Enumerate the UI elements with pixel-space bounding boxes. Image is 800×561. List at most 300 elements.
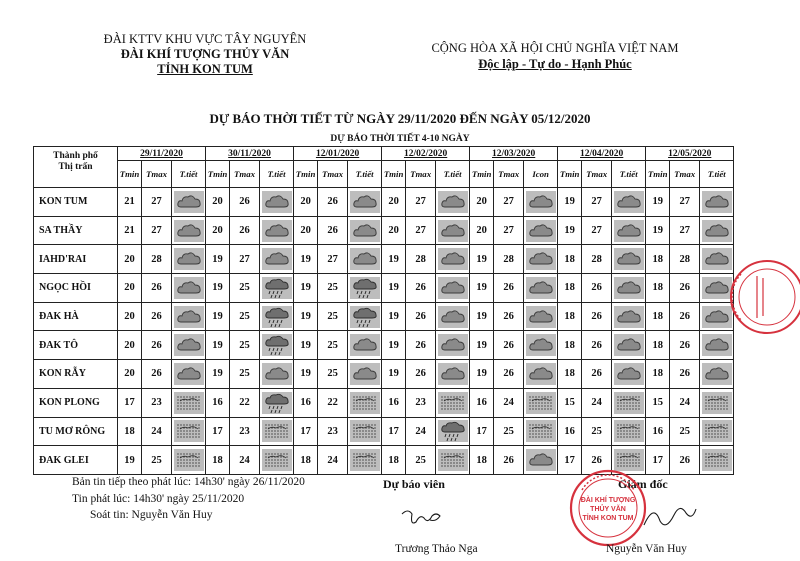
weather-cell: [172, 388, 206, 417]
cloud-icon: [614, 220, 644, 242]
tmax-value: 26: [582, 302, 612, 331]
tmax-value: 25: [582, 417, 612, 446]
tmin-header: Tmin: [470, 161, 494, 188]
tmax-value: 26: [230, 188, 260, 217]
edge-stamp: [727, 256, 800, 338]
tmin-value: 20: [118, 274, 142, 303]
cloud-icon: [174, 248, 204, 270]
cloud-icon: [174, 277, 204, 299]
tmax-value: 26: [494, 302, 524, 331]
tmax-value: 28: [670, 245, 700, 274]
overcast-icon: [438, 392, 468, 414]
cloud-icon: [438, 363, 468, 385]
weather-cell: [524, 302, 558, 331]
cloud-icon: [174, 191, 204, 213]
cloud-icon: [526, 277, 556, 299]
tmax-value: 25: [230, 331, 260, 360]
date-header: 12/04/2020: [558, 147, 646, 161]
weather-cell: [524, 388, 558, 417]
tmax-value: 28: [494, 245, 524, 274]
tmax-value: 24: [406, 417, 436, 446]
tmin-value: 19: [382, 331, 406, 360]
rain-icon: [262, 277, 292, 299]
tmax-value: 25: [318, 331, 348, 360]
tmax-value: 24: [230, 446, 260, 475]
overcast-icon: [262, 420, 292, 442]
forecast-table: [33, 146, 734, 475]
tmax-value: 26: [142, 302, 172, 331]
tmax-value: 25: [142, 446, 172, 475]
tmin-value: 19: [470, 331, 494, 360]
overcast-icon: [702, 392, 732, 414]
tmax-value: 27: [582, 216, 612, 245]
tmax-value: 26: [494, 274, 524, 303]
weather-header: T.tiết: [700, 161, 734, 188]
tmax-value: 26: [670, 274, 700, 303]
tmin-value: 16: [382, 388, 406, 417]
weather-cell: [260, 245, 294, 274]
tmin-value: 18: [470, 446, 494, 475]
agency-province: TỈNH KON TUM: [157, 62, 253, 76]
tmin-header: Tmin: [558, 161, 582, 188]
rain-icon: [262, 334, 292, 356]
table-row: [34, 245, 734, 274]
weather-cell: [700, 360, 734, 389]
weather-cell: [436, 302, 470, 331]
tmax-value: 24: [142, 417, 172, 446]
weather-header: T.tiết: [260, 161, 294, 188]
page-subtitle: DỰ BÁO THỜI TIẾT 4-10 NGÀY: [330, 134, 470, 144]
rain-icon: [262, 392, 292, 414]
tmax-header: Tmax: [318, 161, 348, 188]
tmin-value: 20: [118, 360, 142, 389]
tmin-value: 19: [118, 446, 142, 475]
tmax-value: 22: [230, 388, 260, 417]
weather-cell: [436, 331, 470, 360]
weather-cell: [348, 216, 382, 245]
weather-cell: [348, 417, 382, 446]
tmax-value: 27: [494, 216, 524, 245]
weather-cell: [612, 188, 646, 217]
tmax-value: 26: [142, 360, 172, 389]
weather-cell: [260, 446, 294, 475]
tmax-header: Tmax: [582, 161, 612, 188]
weather-cell: [348, 446, 382, 475]
tmin-value: 17: [382, 417, 406, 446]
weather-cell: [524, 274, 558, 303]
weather-cell: [612, 417, 646, 446]
weather-cell: [172, 446, 206, 475]
tmin-value: 21: [118, 188, 142, 217]
weather-cell: [700, 417, 734, 446]
tmax-value: 28: [582, 245, 612, 274]
tmin-value: 19: [382, 274, 406, 303]
weather-cell: [348, 331, 382, 360]
director-name: Nguyễn Văn Huy: [606, 543, 687, 555]
svg-text:ĐÀI KHÍ TƯỢNG: ĐÀI KHÍ TƯỢNG: [580, 497, 636, 504]
tmax-value: 26: [670, 302, 700, 331]
tmin-value: 20: [118, 245, 142, 274]
tmin-value: 19: [206, 245, 230, 274]
tmax-value: 25: [230, 302, 260, 331]
tmax-value: 26: [318, 216, 348, 245]
date-header: 30/11/2020: [206, 147, 294, 161]
tmin-value: 16: [470, 388, 494, 417]
tmin-header: Tmin: [382, 161, 406, 188]
overcast-icon: [174, 449, 204, 471]
tmax-value: 26: [494, 446, 524, 475]
city-name: ĐAK TÔ: [34, 331, 118, 360]
weather-header: T.tiết: [172, 161, 206, 188]
tmax-value: 28: [406, 245, 436, 274]
rain-icon: [438, 420, 468, 442]
weather-cell: [172, 331, 206, 360]
cloud-icon: [350, 191, 380, 213]
weather-cell: [436, 446, 470, 475]
weather-cell: [348, 388, 382, 417]
cloud-icon: [526, 363, 556, 385]
rain-icon: [350, 277, 380, 299]
tmax-value: 27: [318, 245, 348, 274]
tmax-value: 25: [318, 360, 348, 389]
city-name: TU MƠ RÔNG: [34, 417, 118, 446]
tmin-value: 18: [646, 360, 670, 389]
city-name: KON RẪY: [34, 360, 118, 389]
agency-parent: ĐÀI KTTV KHU VỰC TÂY NGUYÊN: [103, 32, 307, 46]
forecaster-label: Dự báo viên: [383, 477, 445, 491]
tmax-value: 26: [494, 331, 524, 360]
tmin-value: 19: [294, 331, 318, 360]
tmin-value: 18: [646, 245, 670, 274]
tmin-value: 20: [470, 188, 494, 217]
weather-header: T.tiết: [436, 161, 470, 188]
agency-name: ĐÀI KHÍ TƯỢNG THỦY VĂN: [120, 47, 290, 61]
date-header: 12/02/2020: [382, 147, 470, 161]
weather-cell: [612, 245, 646, 274]
weather-cell: [260, 331, 294, 360]
official-stamp: [568, 468, 648, 548]
tmin-header: Tmin: [646, 161, 670, 188]
weather-cell: [348, 274, 382, 303]
rain-icon: [262, 306, 292, 328]
tmin-value: 18: [558, 274, 582, 303]
tmax-value: 27: [406, 188, 436, 217]
weather-cell: [260, 388, 294, 417]
tmax-value: 27: [406, 216, 436, 245]
overcast-icon: [526, 420, 556, 442]
tmin-value: 19: [470, 302, 494, 331]
city-name: NGỌC HỒI: [34, 274, 118, 303]
weather-cell: [700, 188, 734, 217]
cloud-icon: [350, 334, 380, 356]
weather-cell: [348, 245, 382, 274]
date-header: 12/03/2020: [470, 147, 558, 161]
cloud-icon: [614, 248, 644, 270]
city-column-header: Thành phố Thị trấn: [34, 147, 118, 188]
tmax-value: 26: [406, 360, 436, 389]
weather-cell: [172, 302, 206, 331]
tmin-value: 20: [206, 216, 230, 245]
tmin-value: 19: [646, 216, 670, 245]
tmax-value: 23: [406, 388, 436, 417]
tmax-value: 26: [406, 274, 436, 303]
tmin-value: 17: [558, 446, 582, 475]
city-name: KON PLONG: [34, 388, 118, 417]
overcast-icon: [350, 392, 380, 414]
tmin-value: 19: [206, 360, 230, 389]
tmax-value: 25: [230, 360, 260, 389]
checked-by: Soát tin: Nguyễn Văn Huy: [90, 509, 213, 521]
tmin-value: 17: [118, 388, 142, 417]
weather-cell: [612, 302, 646, 331]
tmin-value: 20: [382, 216, 406, 245]
cloud-icon: [438, 248, 468, 270]
weather-cell: [524, 331, 558, 360]
cloud-icon: [350, 220, 380, 242]
national-motto: Độc lập - Tự do - Hạnh Phúc: [478, 57, 632, 71]
table-row: [34, 417, 734, 446]
weather-cell: [172, 188, 206, 217]
cloud-icon: [702, 191, 732, 213]
weather-cell: [524, 188, 558, 217]
weather-cell: [436, 388, 470, 417]
city-name: SA THẦY: [34, 216, 118, 245]
tmax-value: 26: [670, 331, 700, 360]
tmax-value: 24: [582, 388, 612, 417]
cloud-icon: [350, 248, 380, 270]
overcast-icon: [614, 392, 644, 414]
cloud-icon: [614, 306, 644, 328]
forecaster-name: Trương Thảo Nga: [395, 543, 478, 555]
weather-cell: [436, 188, 470, 217]
tmin-value: 19: [382, 302, 406, 331]
sub-header-row: [34, 161, 734, 188]
weather-cell: [612, 274, 646, 303]
tmin-value: 18: [558, 245, 582, 274]
tmax-value: 23: [318, 417, 348, 446]
weather-cell: [436, 245, 470, 274]
tmax-value: 27: [670, 188, 700, 217]
date-header: 12/01/2020: [294, 147, 382, 161]
cloud-icon: [614, 363, 644, 385]
table-row: [34, 274, 734, 303]
cloud-icon: [438, 277, 468, 299]
city-name: IAHD'RAI: [34, 245, 118, 274]
tmax-value: 22: [318, 388, 348, 417]
tmax-value: 26: [142, 274, 172, 303]
tmax-value: 27: [142, 216, 172, 245]
tmin-value: 19: [558, 188, 582, 217]
weather-cell: [436, 360, 470, 389]
tmax-value: 27: [494, 188, 524, 217]
overcast-icon: [614, 420, 644, 442]
table-row: [34, 188, 734, 217]
tmax-value: 26: [406, 302, 436, 331]
tmax-value: 28: [142, 245, 172, 274]
forecaster-signature: [398, 504, 448, 532]
tmin-value: 17: [646, 446, 670, 475]
tmin-value: 19: [294, 274, 318, 303]
weather-cell: [172, 274, 206, 303]
overcast-icon: [350, 449, 380, 471]
weather-cell: [612, 388, 646, 417]
cloud-icon: [262, 248, 292, 270]
rain-icon: [350, 306, 380, 328]
tmin-value: 19: [294, 360, 318, 389]
director-label: Giám đốc: [618, 477, 668, 491]
tmax-value: 23: [142, 388, 172, 417]
tmax-value: 27: [670, 216, 700, 245]
tmin-value: 19: [470, 274, 494, 303]
weather-cell: [436, 417, 470, 446]
tmin-value: 18: [646, 274, 670, 303]
table-row: [34, 216, 734, 245]
next-issue-time: Bản tin tiếp theo phát lúc: 14h30' ngày 26/11/2020: [72, 476, 305, 488]
weather-cell: [700, 216, 734, 245]
tmin-value: 15: [558, 388, 582, 417]
overcast-icon: [702, 420, 732, 442]
tmax-value: 26: [670, 446, 700, 475]
tmax-value: 26: [406, 331, 436, 360]
tmax-value: 26: [582, 331, 612, 360]
overcast-icon: [262, 449, 292, 471]
cloud-icon: [702, 220, 732, 242]
weather-cell: [260, 360, 294, 389]
issue-time: Tin phát lúc: 14h30' ngày 25/11/2020: [72, 493, 245, 505]
weather-cell: [260, 302, 294, 331]
overcast-icon: [174, 392, 204, 414]
overcast-icon: [438, 449, 468, 471]
tmin-value: 20: [118, 302, 142, 331]
cloud-icon: [614, 334, 644, 356]
tmin-value: 16: [206, 388, 230, 417]
weather-header: T.tiết: [348, 161, 382, 188]
cloud-icon: [262, 363, 292, 385]
weather-cell: [524, 216, 558, 245]
tmin-value: 18: [382, 446, 406, 475]
tmin-value: 15: [646, 388, 670, 417]
tmax-value: 26: [494, 360, 524, 389]
tmin-value: 19: [382, 245, 406, 274]
tmin-value: 17: [206, 417, 230, 446]
tmin-value: 20: [294, 216, 318, 245]
tmax-value: 26: [582, 446, 612, 475]
tmin-header: Tmin: [118, 161, 142, 188]
date-header: 12/05/2020: [646, 147, 734, 161]
overcast-icon: [526, 392, 556, 414]
weather-cell: [700, 388, 734, 417]
tmin-value: 19: [558, 216, 582, 245]
cloud-icon: [526, 334, 556, 356]
cloud-icon: [174, 363, 204, 385]
weather-cell: [260, 417, 294, 446]
cloud-icon: [174, 220, 204, 242]
tmax-value: 26: [582, 360, 612, 389]
tmax-value: 23: [230, 417, 260, 446]
tmax-value: 25: [230, 274, 260, 303]
weather-header: T.tiết: [612, 161, 646, 188]
cloud-icon: [614, 191, 644, 213]
tmax-value: 25: [494, 417, 524, 446]
weather-cell: [524, 446, 558, 475]
tmin-value: 18: [558, 331, 582, 360]
cloud-icon: [526, 220, 556, 242]
cloud-icon: [702, 363, 732, 385]
tmin-value: 21: [118, 216, 142, 245]
tmin-value: 18: [646, 302, 670, 331]
tmin-value: 19: [470, 360, 494, 389]
tmax-value: 27: [142, 188, 172, 217]
tmin-value: 19: [470, 245, 494, 274]
weather-header: Icon: [524, 161, 558, 188]
tmax-value: 26: [318, 188, 348, 217]
cloud-icon: [350, 363, 380, 385]
tmin-value: 19: [646, 188, 670, 217]
weather-cell: [612, 360, 646, 389]
cloud-icon: [262, 191, 292, 213]
cloud-icon: [526, 248, 556, 270]
tmin-value: 16: [646, 417, 670, 446]
tmax-header: Tmax: [142, 161, 172, 188]
tmax-value: 24: [318, 446, 348, 475]
weather-cell: [172, 216, 206, 245]
tmin-value: 20: [294, 188, 318, 217]
tmin-value: 20: [206, 188, 230, 217]
svg-text:TỈNH KON TUM: TỈNH KON TUM: [582, 515, 634, 522]
date-header: 29/11/2020: [118, 147, 206, 161]
cloud-icon: [174, 306, 204, 328]
svg-text:THỦY VĂN: THỦY VĂN: [590, 506, 626, 513]
table-row: [34, 302, 734, 331]
cloud-icon: [438, 306, 468, 328]
weather-cell: [436, 274, 470, 303]
tmax-header: Tmax: [230, 161, 260, 188]
weather-cell: [260, 216, 294, 245]
city-name: KON TUM: [34, 188, 118, 217]
weather-cell: [260, 274, 294, 303]
agency-header: [70, 32, 340, 77]
date-header-row: [34, 147, 734, 161]
weather-cell: [524, 360, 558, 389]
tmax-value: 26: [582, 274, 612, 303]
weather-cell: [172, 417, 206, 446]
tmax-header: Tmax: [494, 161, 524, 188]
cloud-icon: [438, 334, 468, 356]
tmin-value: 18: [118, 417, 142, 446]
weather-cell: [260, 188, 294, 217]
tmin-value: 19: [294, 245, 318, 274]
tmin-value: 18: [206, 446, 230, 475]
tmax-value: 27: [230, 245, 260, 274]
weather-cell: [348, 302, 382, 331]
tmax-value: 26: [142, 331, 172, 360]
weather-cell: [524, 245, 558, 274]
tmin-value: 20: [470, 216, 494, 245]
tmin-header: Tmin: [294, 161, 318, 188]
national-header: [395, 40, 715, 72]
overcast-icon: [350, 420, 380, 442]
weather-cell: [172, 360, 206, 389]
forecast-body: [34, 188, 734, 475]
tmin-value: 20: [382, 188, 406, 217]
tmax-header: Tmax: [406, 161, 436, 188]
national-title: CỘNG HÒA XÃ HỘI CHỦ NGHĨA VIỆT NAM: [431, 41, 679, 55]
tmin-value: 17: [470, 417, 494, 446]
tmin-value: 19: [206, 274, 230, 303]
tmin-value: 19: [382, 360, 406, 389]
cloud-icon: [174, 334, 204, 356]
tmin-header: Tmin: [206, 161, 230, 188]
